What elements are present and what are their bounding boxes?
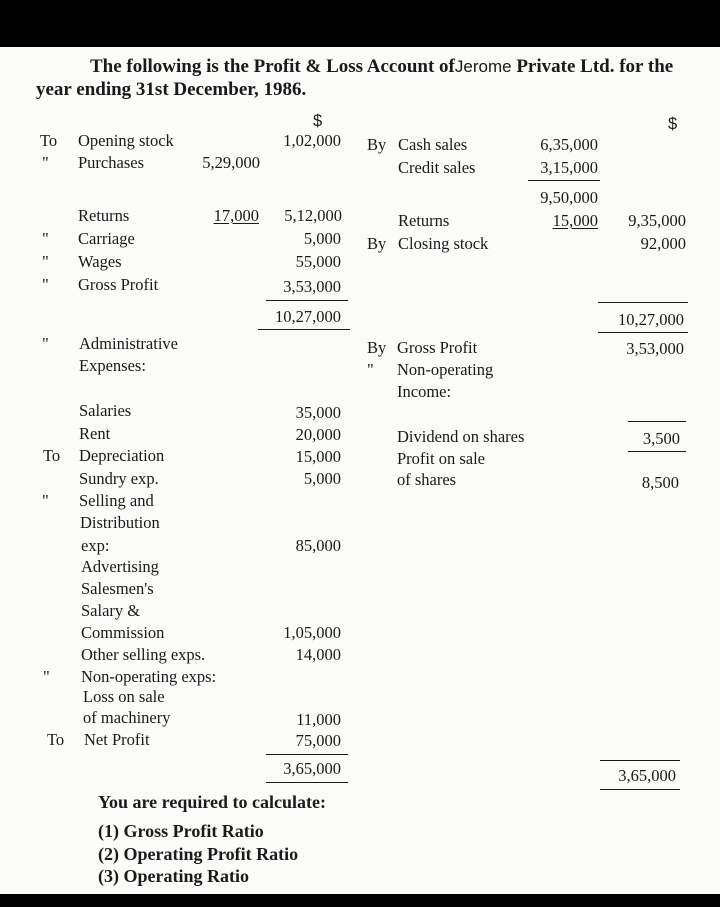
closing-stock-label: Closing stock: [398, 234, 489, 253]
ditto-mark: ": [42, 153, 49, 172]
dividend-amount: 3,500: [642, 429, 680, 448]
rent-amount: 20,000: [295, 425, 341, 444]
selling-distribution-label: Selling and: [79, 491, 154, 510]
subtotal-rule: [628, 421, 686, 422]
purchase-returns-amount: 17,000: [213, 206, 259, 225]
debit-to-label: To: [40, 131, 58, 150]
profit-on-sale-label: Profit on sale: [397, 449, 485, 468]
questions-heading: You are required to calculate:: [98, 792, 326, 812]
subtotal-rule: [528, 180, 600, 181]
cash-sales-amount: 6,35,000: [540, 135, 598, 154]
gross-profit-label: Gross Profit: [78, 275, 159, 294]
opening-stock-amount: 1,02,000: [283, 131, 341, 150]
non-operating-income-label-2: Income:: [397, 382, 452, 401]
net-sales-amount: 9,35,000: [628, 211, 686, 230]
total-rule: [598, 302, 688, 303]
depreciation-label: Depreciation: [79, 446, 165, 465]
purchases-label: Purchases: [78, 153, 144, 172]
total-rule: [258, 329, 350, 330]
non-operating-expenses-label: Non-operating exps:: [81, 667, 217, 686]
salaries-amount: 35,000: [295, 403, 341, 422]
sundry-expenses-amount: 5,000: [303, 469, 341, 488]
subtotal-rule: [628, 451, 686, 452]
salesmen-label: Salesmen's: [81, 579, 154, 598]
net-profit-amount: 75,000: [295, 731, 341, 750]
credit-sales-amount: 3,15,000: [540, 158, 598, 177]
total-rule: [600, 760, 680, 761]
ditto-mark: ": [367, 360, 374, 379]
closing-stock-amount: 92,000: [640, 234, 686, 253]
debit-to-label: To: [43, 446, 61, 465]
selling-distribution-label-2: Distribution: [80, 513, 160, 532]
wages-label: Wages: [78, 252, 122, 271]
purchases-amount: 5,29,000: [202, 153, 260, 172]
profit-on-sale-label-2: of shares: [397, 470, 457, 489]
ditto-mark: ": [43, 667, 50, 686]
selling-distribution-amount: 85,000: [295, 536, 341, 555]
title-line-2: year ending 31st December, 1986.: [36, 79, 307, 100]
other-selling-label: Other selling exps.: [81, 645, 206, 664]
debit-currency-header: $: [313, 112, 323, 130]
loss-on-sale-label-2: of machinery: [83, 708, 171, 727]
credit-by-label: By: [367, 338, 387, 357]
gross-profit-bf-amount: 3,53,000: [626, 339, 684, 358]
ditto-mark: ": [42, 491, 49, 510]
non-operating-income-label: Non-operating: [397, 360, 494, 379]
company-name: Jerome: [454, 57, 512, 76]
debit-to-label: To: [47, 730, 65, 749]
credit-by-label: By: [367, 135, 387, 154]
admin-expenses-label: Administrative: [79, 334, 178, 353]
gross-sales-amount: 9,50,000: [540, 188, 598, 207]
debit-pl-total: 3,65,000: [283, 759, 341, 778]
net-profit-label: Net Profit: [84, 730, 150, 749]
title-line-1: The following is the Profit & Loss Account ofJerome Private Ltd. for the: [90, 56, 674, 77]
other-selling-amount: 14,000: [295, 645, 341, 664]
salesmen-label-3: Commission: [81, 623, 165, 642]
sales-returns-amount: 15,000: [552, 211, 598, 230]
question-2: (2) Operating Profit Ratio: [98, 844, 299, 864]
total-rule: [598, 332, 688, 333]
depreciation-amount: 15,000: [295, 447, 341, 466]
cash-sales-label: Cash sales: [398, 135, 468, 154]
gross-profit-bf-label: Gross Profit: [397, 338, 478, 357]
net-purchases-amount: 5,12,000: [284, 206, 342, 225]
credit-trading-total: 10,27,000: [618, 310, 684, 329]
question-1: (1) Gross Profit Ratio: [98, 821, 264, 841]
total-rule: [600, 789, 680, 790]
debit-trading-total: 10,27,000: [275, 307, 341, 326]
total-rule: [266, 300, 348, 301]
dividend-label: Dividend on shares: [397, 427, 525, 446]
salaries-label: Salaries: [79, 401, 132, 420]
ditto-mark: ": [42, 275, 49, 294]
selling-distribution-label-3: exp:: [81, 536, 110, 555]
rent-label: Rent: [79, 424, 111, 443]
sundry-expenses-label: Sundry exp.: [79, 469, 159, 488]
purchase-returns-label: Returns: [78, 206, 130, 225]
gross-profit-amount: 3,53,000: [283, 277, 341, 296]
ditto-mark: ": [42, 229, 49, 248]
sales-returns-label: Returns: [398, 211, 450, 230]
credit-currency-header: $: [668, 115, 678, 133]
carriage-label: Carriage: [78, 229, 135, 248]
ditto-mark: ": [42, 252, 49, 271]
ditto-mark: ": [42, 334, 49, 353]
carriage-amount: 5,000: [303, 229, 341, 248]
loss-on-sale-amount: 11,000: [296, 710, 341, 729]
total-rule: [266, 782, 348, 783]
credit-pl-total: 3,65,000: [618, 766, 676, 785]
wages-amount: 55,000: [295, 252, 341, 271]
profit-on-sale-amount: 8,500: [641, 473, 679, 492]
admin-expenses-label-2: Expenses:: [79, 356, 146, 375]
advertising-label: Advertising: [81, 557, 159, 576]
question-3: (3) Operating Ratio: [98, 866, 249, 886]
total-rule: [266, 754, 348, 755]
credit-by-label: By: [367, 234, 387, 253]
opening-stock-label: Opening stock: [78, 131, 174, 150]
salesmen-label-2: Salary &: [81, 601, 141, 620]
salesmen-amount: 1,05,000: [283, 623, 341, 642]
loss-on-sale-label: Loss on sale: [83, 687, 165, 706]
credit-sales-label: Credit sales: [398, 158, 476, 177]
